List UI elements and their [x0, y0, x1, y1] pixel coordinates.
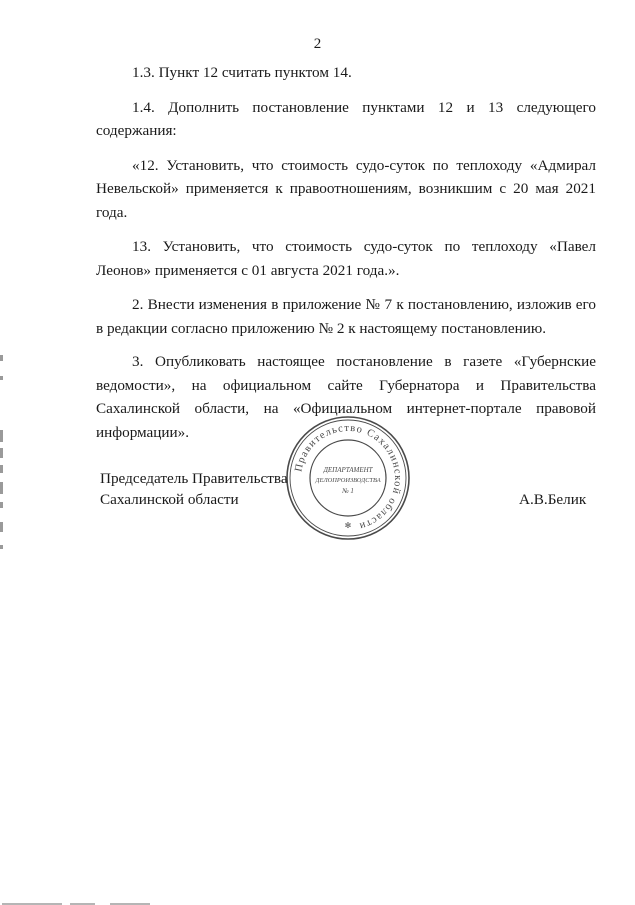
official-seal [284, 414, 412, 542]
seal-star-icon: ✻ [344, 521, 352, 530]
body-text [96, 61, 596, 455]
page-number: 2 [313, 36, 322, 52]
margin-mark [0, 430, 3, 442]
margin-mark [0, 545, 3, 549]
seal-center-line1: ДЕПАРТАМЕНТ [323, 466, 373, 474]
signatory-title [100, 468, 288, 510]
paragraph-12: «12. Установить, что стоимость судо-суток по теплоходу «Адмирал Невельской» применяется к правоотношениям, возникшим с 20 мая 2021 года. [96, 156, 596, 221]
margin-mark [0, 376, 3, 380]
seal-ring-textpath: Правительство Сахалинской области [293, 422, 404, 532]
margin-mark [0, 448, 3, 458]
signatory-name: А.В.Белик [519, 491, 587, 508]
seal-center-line3: № 1 [342, 487, 354, 495]
paragraph-1-3: 1.3. Пункт 12 считать пунктом 14. [132, 64, 352, 81]
signatory-title-line2: Сахалинской области [100, 491, 239, 508]
margin-mark [0, 502, 3, 508]
paragraph-13: 13. Установить, что стоимость судо-суток по теплоходу «Павел Леонов» применяется с 01 августа 2021 года.». [96, 238, 596, 279]
signatory-title-line1: Председатель Правительства [100, 470, 288, 487]
paragraph-2: 2. Внести изменения в приложение № 7 к постановлению, изложив его в редакции согласно приложению № 2 к настоящему постановлению. [96, 296, 596, 337]
scan-margin-marks [0, 0, 6, 905]
scan-bottom-marks [0, 901, 635, 905]
margin-mark [0, 522, 3, 532]
margin-mark [0, 465, 3, 473]
margin-mark [0, 482, 3, 494]
paragraph-1-4: 1.4. Дополнить постановление пунктами 12 и 13 следующего содержания: [96, 98, 596, 139]
seal-center-line2: ДЕЛОПРОИЗВОДСТВА [315, 477, 381, 484]
paragraph-3: 3. Опубликовать настоящее постановление в газете «Губернские ведомости», на официальном сайте Губернатора и Правительства Сахалинской области, на «Официальном интернет-портале правовой информации». [96, 353, 596, 441]
margin-mark [0, 355, 3, 361]
